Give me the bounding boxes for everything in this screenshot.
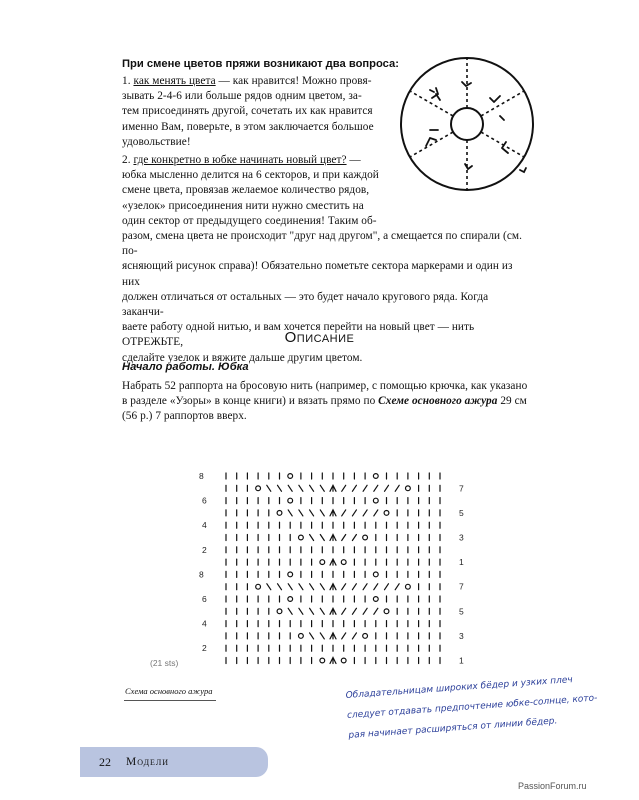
caption-underline	[124, 700, 216, 701]
q2-line-2: юбка мысленно делится на 6 секторов, и при каждой	[122, 169, 379, 182]
stitch-decrease	[342, 584, 346, 590]
stitch-decrease	[363, 510, 367, 516]
stitch-yarn-over	[277, 609, 282, 614]
stitch-decrease	[320, 608, 324, 614]
stitch-yarn-over	[288, 597, 293, 602]
stitch-decrease	[310, 510, 314, 516]
q2-line-8: должен отличаться от остальных — это будет начало кругового ряда. Когда заканчи-	[122, 290, 489, 319]
chart-row-label-left: 8	[199, 471, 204, 481]
stitch-decrease	[267, 584, 271, 590]
stitch-decrease	[352, 535, 356, 541]
body-line-2-end: 29 см	[497, 395, 527, 408]
stitch-yarn-over	[363, 634, 368, 639]
stitch-decrease	[310, 633, 314, 639]
yarn-knot-marks	[426, 82, 526, 172]
note-line-2: следует отдавать предпочтение юбке-солнце, кото-	[346, 693, 598, 721]
stitch-decrease	[310, 485, 314, 491]
q2-line-7: ясняющий рисунок справа)! Обязательно пометьте сектора маркерами и один из них	[122, 260, 513, 288]
stitch-yarn-over	[373, 498, 378, 503]
stitch-decrease	[320, 485, 324, 491]
stitch-decrease	[352, 584, 356, 590]
q2-line-1: —	[346, 154, 361, 166]
stitch-central-decrease	[330, 559, 336, 565]
chart-row-label-left: 4	[202, 520, 207, 531]
q2-line-9: ваете работу одной нитью, и вам хочется перейти на новый цвет — нить ОТРЕЖЬТЕ,	[122, 321, 475, 349]
stitch-decrease	[310, 535, 314, 541]
stitch-yarn-over	[384, 511, 389, 516]
stitch-decrease	[342, 510, 346, 516]
chart-row-label-right: 1	[459, 557, 464, 568]
stitch-count: (21 sts)	[150, 658, 179, 668]
stitch-yarn-over	[406, 486, 411, 491]
q1-line-5: удовольствие!	[122, 135, 191, 148]
stitch-yarn-over	[373, 597, 378, 602]
stitch-decrease	[352, 485, 356, 491]
stitch-decrease	[288, 608, 292, 614]
stitch-yarn-over	[288, 474, 293, 479]
stitch-decrease	[352, 633, 356, 639]
question-1-paragraph	[122, 74, 384, 150]
description-body	[122, 379, 530, 425]
stitch-decrease	[352, 608, 356, 614]
stitch-yarn-over	[373, 572, 378, 577]
lace-stitch-chart	[190, 464, 480, 672]
body-line-3: (56 р.) 7 раппортов вверх.	[122, 410, 247, 423]
stitch-yarn-over	[299, 634, 304, 639]
stitch-decrease	[385, 485, 389, 491]
stitch-decrease	[320, 584, 324, 590]
chart-row-label-right: 3	[459, 532, 464, 543]
q1-line-2: зывать 2-4-6 или больше рядов одним цветом, за-	[122, 90, 362, 103]
chart-row-label-right: 3	[459, 630, 464, 641]
stitch-decrease	[320, 510, 324, 516]
stitch-central-decrease	[330, 633, 336, 639]
stitch-decrease	[299, 510, 303, 516]
stitch-decrease	[385, 584, 389, 590]
watermark: PassionForum.ru	[518, 781, 587, 791]
sector-dividers	[410, 58, 524, 190]
stitch-central-decrease	[330, 510, 336, 516]
stitch-decrease	[363, 485, 367, 491]
stitch-decrease	[342, 608, 346, 614]
q2-line-3: смене цвета, провязав желаемое количество рядов,	[122, 184, 370, 197]
stitch-decrease	[320, 633, 324, 639]
stitch-decrease	[352, 510, 356, 516]
stitch-decrease	[320, 535, 324, 541]
chart-row-label-right: 5	[459, 507, 464, 518]
handwritten-note	[345, 668, 604, 746]
stitch-yarn-over	[256, 584, 261, 589]
q2-prefix: 2.	[122, 154, 134, 166]
chart-row-label-left: 8	[199, 569, 204, 580]
stitch-yarn-over	[363, 535, 368, 540]
stitch-yarn-over	[406, 584, 411, 589]
stitch-decrease	[395, 485, 399, 491]
stitch-decrease	[267, 485, 271, 491]
stitch-yarn-over	[288, 572, 293, 577]
stitch-yarn-over	[320, 658, 325, 663]
stitch-yarn-over	[288, 498, 293, 503]
stitch-decrease	[374, 510, 378, 516]
q1-line-1: — как нравится! Можно провя-	[215, 75, 372, 87]
stitch-decrease	[310, 584, 314, 590]
stitch-decrease	[288, 584, 292, 590]
q2-line-5: один сектор от предыдущего соединения! Таким об-	[122, 214, 377, 227]
stitch-yarn-over	[341, 658, 346, 663]
stitch-decrease	[310, 608, 314, 614]
stitch-decrease	[363, 608, 367, 614]
body-line-1: Набрать 52 раппорта на бросовую нить (например, с помощью крючка, как указано	[122, 380, 528, 392]
stitch-decrease	[342, 485, 346, 491]
q2-line-4: «узелок» присоединения нити нужно сместить на	[122, 199, 364, 212]
stitch-yarn-over	[373, 474, 378, 479]
chart-row-label-left: 2	[202, 544, 207, 555]
stitch-central-decrease	[330, 608, 336, 614]
chart-row-label-right: 1	[459, 655, 464, 666]
skirt-sector-diagram	[392, 52, 542, 202]
chart-row-label-left: 6	[202, 594, 207, 604]
stitch-central-decrease	[330, 584, 336, 590]
note-line-3: рая начинает расширяться от линии бёдер.	[348, 716, 558, 741]
stitch-central-decrease	[330, 485, 336, 491]
q1-line-4: именно Вам, поверьте, в этом заключается большое	[122, 120, 374, 133]
chart-row-label-left: 2	[202, 643, 207, 654]
stitch-yarn-over	[277, 511, 282, 516]
q2-underlined: где конкретно в юбке начинать новый цвет?	[133, 154, 347, 166]
stitch-decrease	[395, 584, 399, 590]
stitch-central-decrease	[330, 535, 336, 541]
stitch-decrease	[299, 608, 303, 614]
chart-row-label-left: 4	[202, 618, 207, 629]
stitch-central-decrease	[330, 658, 336, 664]
q1-prefix: 1.	[122, 75, 134, 87]
body-line-2: в разделе «Узоры» в конце книги) и вязать прямо по	[122, 395, 379, 408]
inner-circle	[451, 108, 483, 140]
chart-row-label-right: 5	[459, 606, 464, 617]
stitch-decrease	[342, 535, 346, 541]
stitch-yarn-over	[320, 560, 325, 565]
stitch-decrease	[374, 608, 378, 614]
stitch-decrease	[278, 584, 282, 590]
stitch-decrease	[278, 485, 282, 491]
stitch-decrease	[374, 584, 378, 590]
chart-caption: Схема основного ажура	[125, 686, 213, 696]
stitch-yarn-over	[299, 535, 304, 540]
skirt-subtitle: Начало работы. Юбка	[122, 361, 249, 373]
intro-heading: При смене цветов пряжи возникают два вопроса:	[122, 58, 399, 70]
description-title: Описание	[284, 329, 355, 346]
q1-line-3: тем присоединять другой, сочетать их как нравится	[122, 105, 373, 118]
stitch-decrease	[299, 584, 303, 590]
stitch-decrease	[363, 584, 367, 590]
stitch-decrease	[374, 485, 378, 491]
q2-line-10: сделайте узелок и вяжите дальше другим цветом.	[122, 351, 363, 364]
stitch-yarn-over	[341, 560, 346, 565]
section-label: Модели	[126, 756, 170, 768]
page-number: 22	[99, 755, 111, 769]
stitch-decrease	[299, 485, 303, 491]
q2-line-6: разом, смена цвета не происходит "друг над другом", а смещается по спирали (см. по-	[122, 230, 522, 258]
note-line-1: Обладательницам широких бёдер и узких плеч	[345, 675, 573, 701]
q1-underlined: как менять цвета	[133, 75, 216, 87]
chart-row-label-right: 7	[459, 483, 464, 494]
stitch-decrease	[342, 633, 346, 639]
stitch-yarn-over	[256, 486, 261, 491]
chart-row-label-right: 7	[459, 581, 464, 592]
pattern-name: Схеме основного ажура	[378, 395, 498, 408]
stitch-yarn-over	[384, 609, 389, 614]
stitch-decrease	[288, 510, 292, 516]
stitch-decrease	[288, 485, 292, 491]
chart-row-label-left: 6	[202, 495, 207, 506]
